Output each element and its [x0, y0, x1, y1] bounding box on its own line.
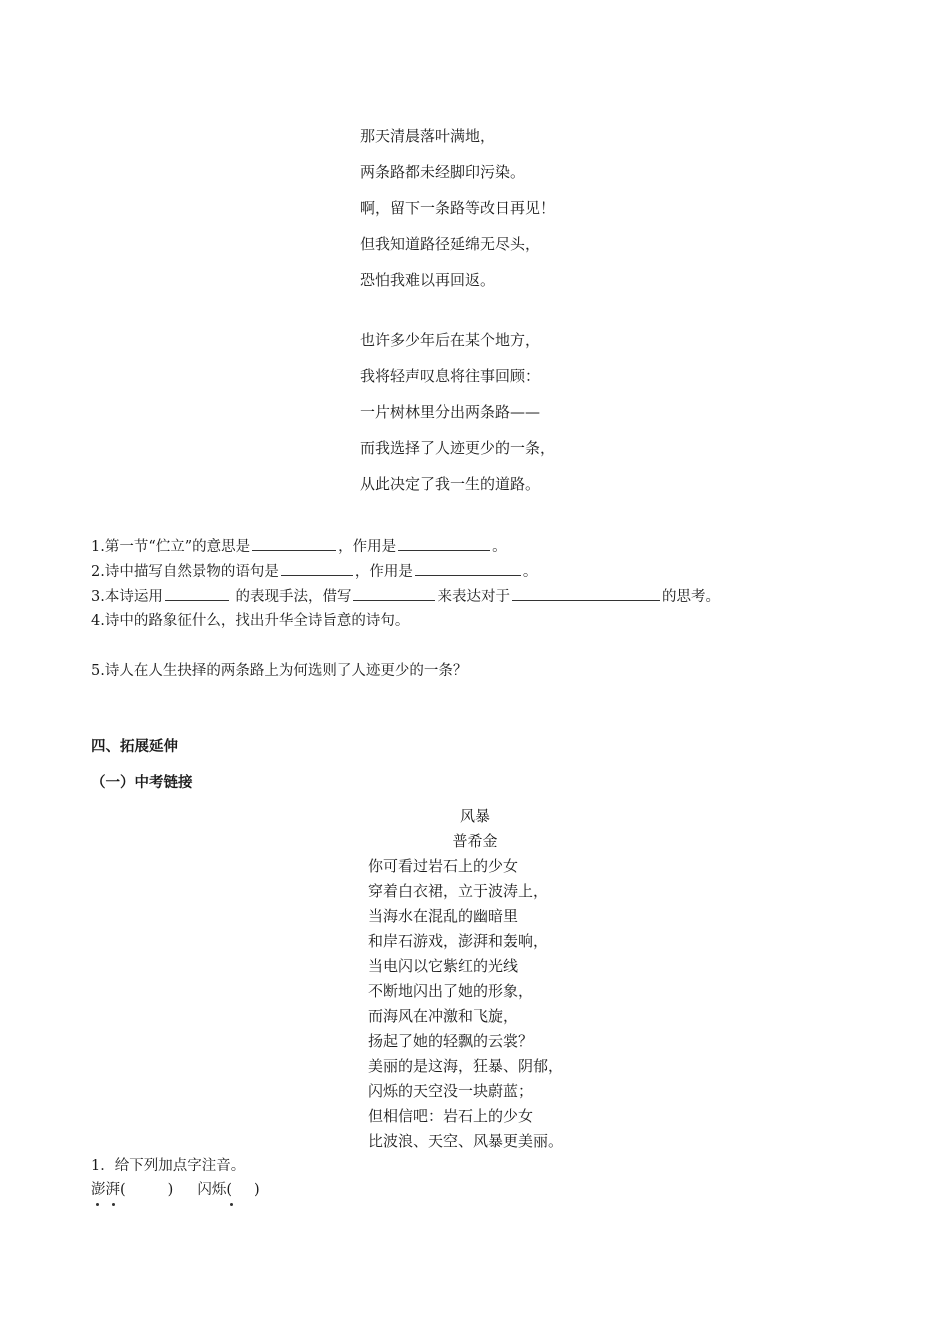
poem-line: 和岸石游戏，澎湃和轰响， — [368, 932, 549, 950]
poem-excerpt — [360, 124, 680, 508]
question-text: 1.第一节“伫立”的意思是 — [91, 539, 251, 555]
question-3 — [91, 584, 891, 609]
poem-line: 我将轻声叹息将往事回顾： — [360, 367, 541, 385]
poem-storm — [368, 854, 668, 1154]
poem-line: 美丽的是这海，狂暴、阴郁， — [368, 1057, 564, 1075]
question-1 — [91, 534, 891, 559]
poem-line: 但相信吧：岩石上的少女 — [368, 1107, 534, 1125]
emphasis-dot — [112, 1203, 115, 1206]
poem-line: 从此决定了我一生的道路。 — [360, 475, 541, 493]
poem-line: 恐怕我难以再回返。 — [360, 271, 496, 289]
question-text: 来表达对于 — [437, 589, 510, 605]
question-text: 的表现手法，借写 — [230, 589, 352, 605]
answer-blank[interactable] — [165, 584, 229, 601]
question-list — [91, 534, 891, 634]
poem-line: 当海水在混乱的幽暗里 — [368, 907, 519, 925]
pinyin-exercise — [91, 1178, 260, 1203]
poem-line: 那天清晨落叶满地， — [360, 127, 496, 145]
question-text: 。 — [522, 564, 538, 580]
answer-blank[interactable] — [252, 534, 336, 551]
emphasis-dot — [96, 1203, 99, 1206]
exercise-word: ) — [167, 1182, 174, 1198]
poem-line: 但我知道路径延绵无尽头， — [360, 235, 541, 253]
question-text: ，作用是 — [354, 564, 413, 580]
emphasis-dot — [230, 1203, 233, 1206]
poem-line: 闪烁的天空没一块蔚蓝； — [368, 1082, 534, 1100]
poem-line: 两条路都未经脚印污染。 — [360, 163, 526, 181]
question-text: 3.本诗运用 — [91, 589, 163, 605]
question-text: 2.诗中描写自然景物的语句是 — [91, 564, 279, 580]
poem-line: 不断地闪出了她的形象， — [368, 982, 534, 1000]
exercise-word: 澎湃( — [91, 1182, 126, 1198]
exercise-question: 1．给下列加点字注音。 — [91, 1158, 246, 1174]
question-5: 5.诗人在人生抉择的两条路上为何选则了人迹更少的一条？ — [91, 663, 468, 679]
poem-line: 比波浪、天空、风暴更美丽。 — [368, 1132, 564, 1150]
poem-line: 当电闪以它紫红的光线 — [368, 957, 519, 975]
question-text: ，作用是 — [338, 539, 397, 555]
poem-line: 啊，留下一条路等改日再见！ — [360, 199, 556, 217]
poem-line: 你可看过岩石上的少女 — [368, 857, 519, 875]
answer-blank[interactable] — [353, 584, 435, 601]
answer-blank[interactable] — [281, 559, 353, 576]
poem-line: 穿着白衣裙，立于波涛上， — [368, 882, 549, 900]
stanza-gap — [360, 304, 680, 328]
question-text: 的思考。 — [661, 589, 720, 605]
poem-title: 风暴 — [459, 807, 490, 825]
poem-author: 普希金 — [452, 832, 498, 850]
question-4: 4.诗中的路象征什么，找出升华全诗旨意的诗句。 — [91, 613, 410, 629]
poem-line: 扬起了她的轻飘的云裳？ — [368, 1032, 534, 1050]
question-text: 。 — [492, 539, 507, 555]
answer-blank[interactable] — [512, 584, 660, 601]
poem-line: 一片树林里分出两条路—— — [360, 403, 541, 421]
poem-line: 而海风在冲激和飞旋， — [368, 1007, 519, 1025]
exercise-word: ) — [254, 1182, 260, 1198]
poem-line: 也许多少年后在某个地方， — [360, 331, 541, 349]
exercise-word: 闪烁( — [197, 1182, 233, 1198]
question-2 — [91, 559, 891, 584]
sub-heading: （一）中考链接 — [91, 775, 193, 791]
answer-blank[interactable] — [415, 559, 521, 576]
answer-blank[interactable] — [398, 534, 490, 551]
poem-line: 而我选择了人迹更少的一条， — [360, 439, 556, 457]
section-heading: 四、拓展延伸 — [91, 739, 178, 755]
